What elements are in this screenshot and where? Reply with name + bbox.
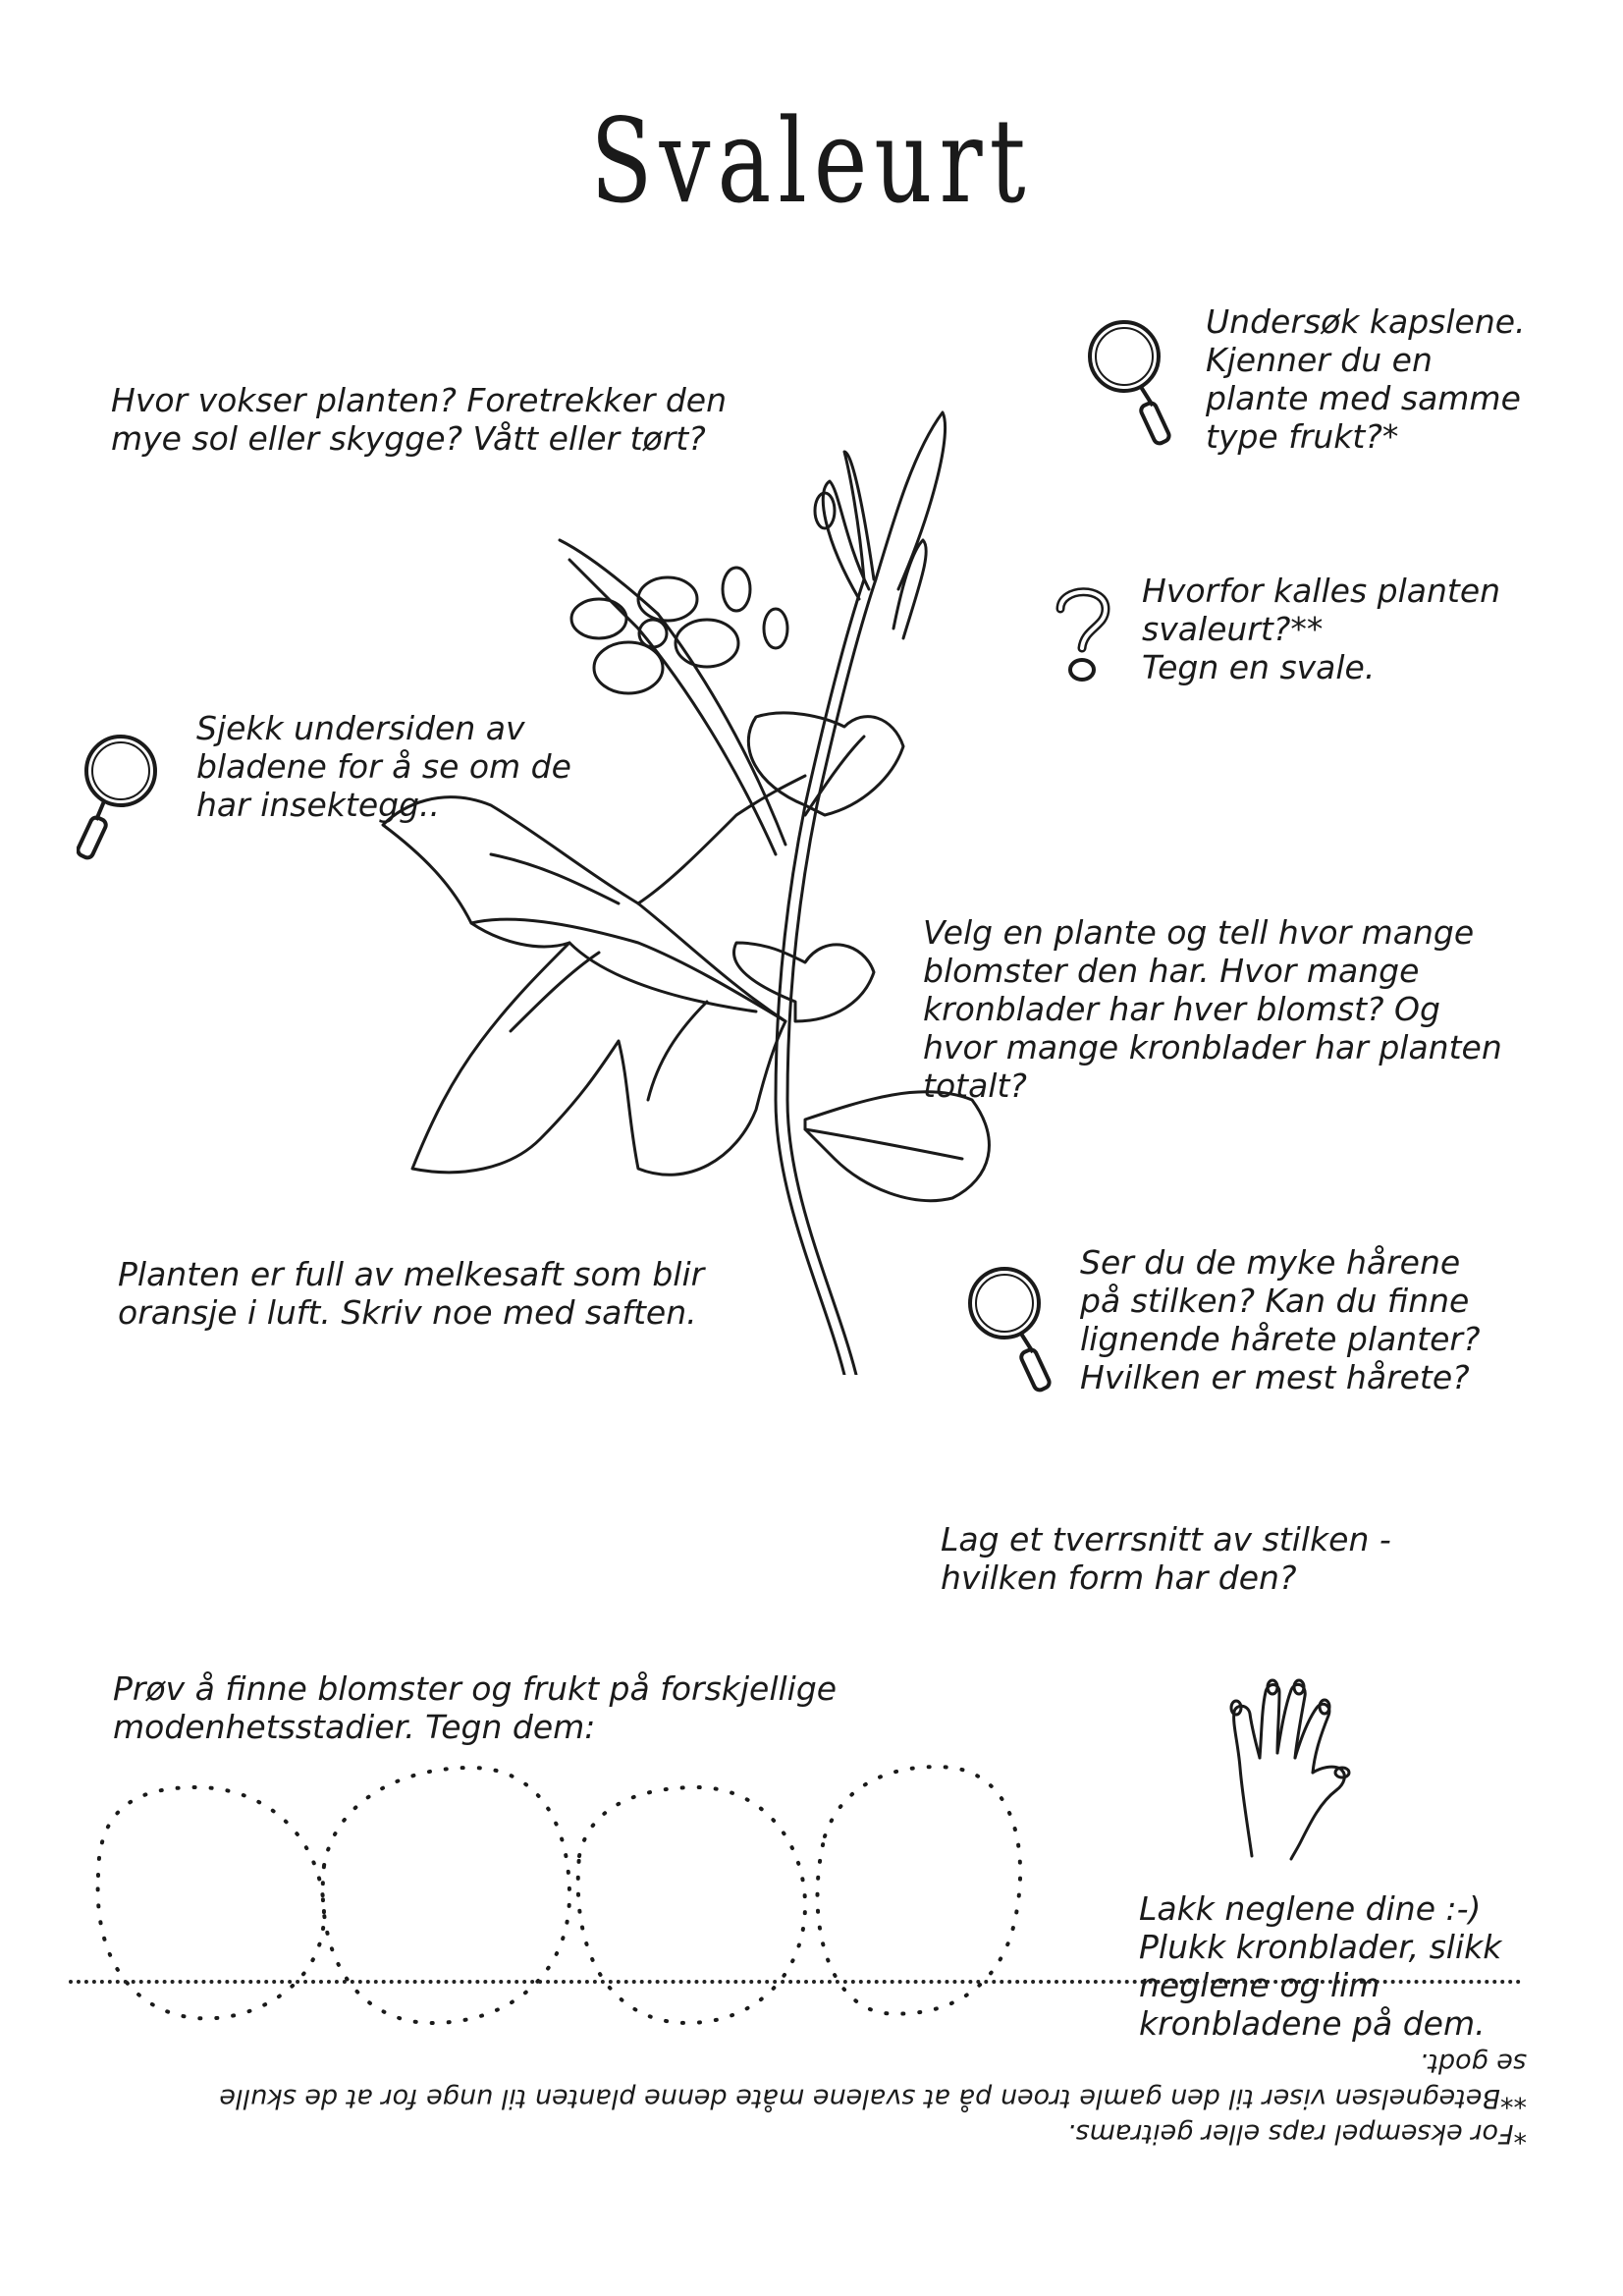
drawing-circle [98, 1787, 324, 2018]
magnifier-icon [1080, 312, 1178, 450]
question-count-flowers: Velg en plante og tell hvor mange blomster den har. Hvor mange kronblader har hver blomst? Og hvor mange kronblader har planten totalt? [923, 913, 1502, 1105]
question-hairs: Ser du de myke hårene på stilken? Kan du finne lignende hårete planter? Hvilken er mest hårete? [1080, 1243, 1481, 1396]
footnotes-upside-down: *For eksempel raps eller geitrams. **Betegnelsen viser til den gamle troen på at svalene måte denne planten til unge for at de skulle se godt. [219, 2048, 1527, 2149]
drawing-circle [818, 1767, 1021, 2014]
question-milk-sap: Planten er full av melkesaft som blir oransje i luft. Skriv noe med saften. [118, 1255, 705, 1332]
question-where-grows: Hvor vokser planten? Foretrekker den mye sol eller skygge? Vått eller tørt? [111, 381, 727, 458]
question-leaf-underside: Sjekk undersiden av bladene for å se om de har insektegg.. [196, 709, 571, 824]
drawing-circles [79, 1748, 1060, 2043]
question-nails: Lakk neglene dine :-) Plukk kronblader, slikk neglene og lim kronbladene på dem. [1139, 1889, 1502, 2043]
question-mark-icon [1049, 579, 1117, 687]
magnifier-icon [960, 1259, 1058, 1396]
drawing-circle [578, 1787, 805, 2023]
drawing-circle [323, 1768, 569, 2023]
plant-illustration [314, 393, 1021, 1375]
magnifier-icon [77, 727, 175, 864]
question-why-name: Hvorfor kalles planten svaleurt?** Tegn en svale. [1142, 572, 1501, 686]
question-cross-section: Lag et tverrsnitt av stilken - hvilken form har den? [941, 1520, 1391, 1597]
footnote-divider [69, 1980, 1522, 1984]
question-stages: Prøv å finne blomster og frukt på forskjellige modenhetsstadier. Tegn dem: [113, 1669, 838, 1746]
question-capsules: Undersøk kapslene. Kjenner du en plante med samme type frukt?* [1206, 302, 1526, 456]
page-title: Svaleurt [590, 93, 1033, 229]
hand-icon [1222, 1674, 1370, 1861]
